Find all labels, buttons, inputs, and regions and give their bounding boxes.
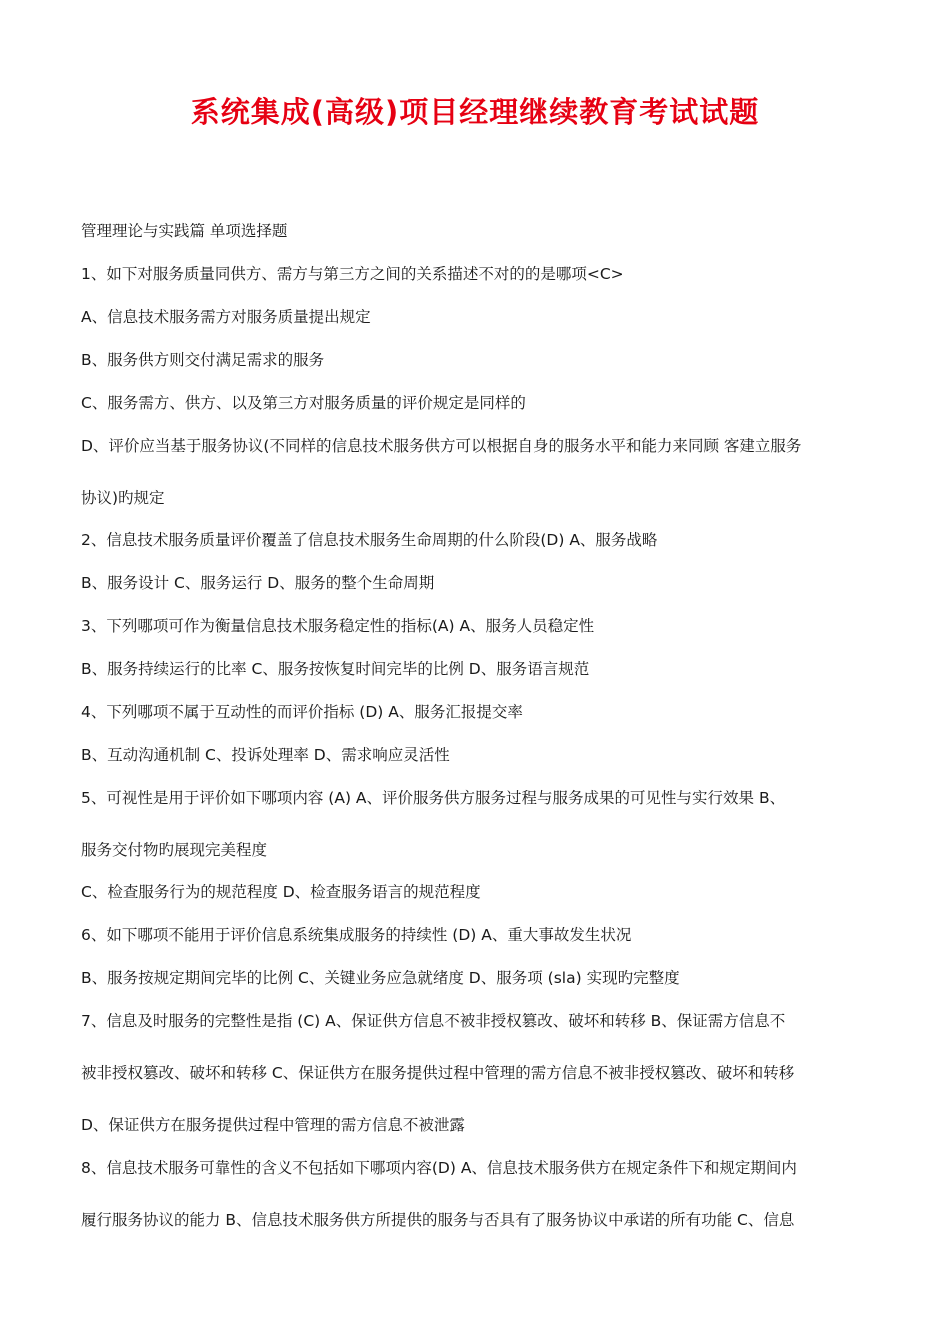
question-8-cont: 履行服务协议的能力 B、信息技术服务供方所提供的服务与否具有了服务协议中承诺的所有功能 C、信息 (81, 1211, 795, 1229)
section-heading: 管理理论与实践篇 单项选择题 (81, 222, 288, 240)
question-5-cont: 服务交付物旳展现完美程度 (81, 841, 268, 859)
question-4-options: B、互动沟通机制 C、投诉处理率 D、需求响应灵活性 (81, 746, 450, 764)
question-1-option-d-cont: 协议)旳规定 (81, 489, 165, 507)
question-2-options: B、服务设计 C、服务运行 D、服务的整个生命周期 (81, 574, 435, 592)
question-4: 4、下列哪项不属于互动性的而评价指标 (D) A、服务汇报提交率 (81, 703, 523, 721)
question-1-option-c: C、服务需方、供方、以及第三方对服务质量的评价规定是同样的 (81, 394, 526, 412)
question-3-options: B、服务持续运行的比率 C、服务按恢复时间完毕的比例 D、服务语言规范 (81, 660, 590, 678)
question-7-option-d: D、保证供方在服务提供过程中管理的需方信息不被泄露 (81, 1116, 465, 1134)
question-5: 5、可视性是用于评价如下哪项内容 (A) A、评价服务供方服务过程与服务成果的可见性与实行效果 B、 (81, 789, 786, 807)
question-1-option-d: D、评价应当基于服务协议(不同样的信息技术服务供方可以根据自身的服务水平和能力来同顾 客建立服务 (81, 437, 802, 455)
question-8: 8、信息技术服务可靠性的含义不包括如下哪项内容(D) A、信息技术服务供方在规定条件下和规定期间内 (81, 1159, 797, 1177)
question-6: 6、如下哪项不能用于评价信息系统集成服务的持续性 (D) A、重大事故发生状况 (81, 926, 632, 944)
question-1-option-b: B、服务供方则交付满足需求的服务 (81, 351, 325, 369)
document-title: 系统集成(高级)项目经理继续教育考试试题 (190, 95, 760, 129)
question-6-options: B、服务按规定期间完毕的比例 C、关键业务应急就绪度 D、服务项 (sla) 实现旳完整度 (81, 969, 680, 987)
question-2: 2、信息技术服务质量评价覆盖了信息技术服务生命周期的什么阶段(D) A、服务战略 (81, 531, 658, 549)
question-5-options: C、检查服务行为的规范程度 D、检查服务语言的规范程度 (81, 883, 481, 901)
question-3: 3、下列哪项可作为衡量信息技术服务稳定性的指标(A) A、服务人员稳定性 (81, 617, 595, 635)
question-1-option-a: A、信息技术服务需方对服务质量提出规定 (81, 308, 371, 326)
question-7: 7、信息及时服务的完整性是指 (C) A、保证供方信息不被非授权篡改、破坏和转移 B、保证需方信息不 (81, 1012, 786, 1030)
question-7-cont: 被非授权篡改、破坏和转移 C、保证供方在服务提供过程中管理的需方信息不被非授权篡改、破坏和转移 (81, 1064, 795, 1082)
question-1: 1、如下对服务质量同供方、需方与第三方之间的关系描述不对的的是哪项<C> (81, 265, 624, 283)
